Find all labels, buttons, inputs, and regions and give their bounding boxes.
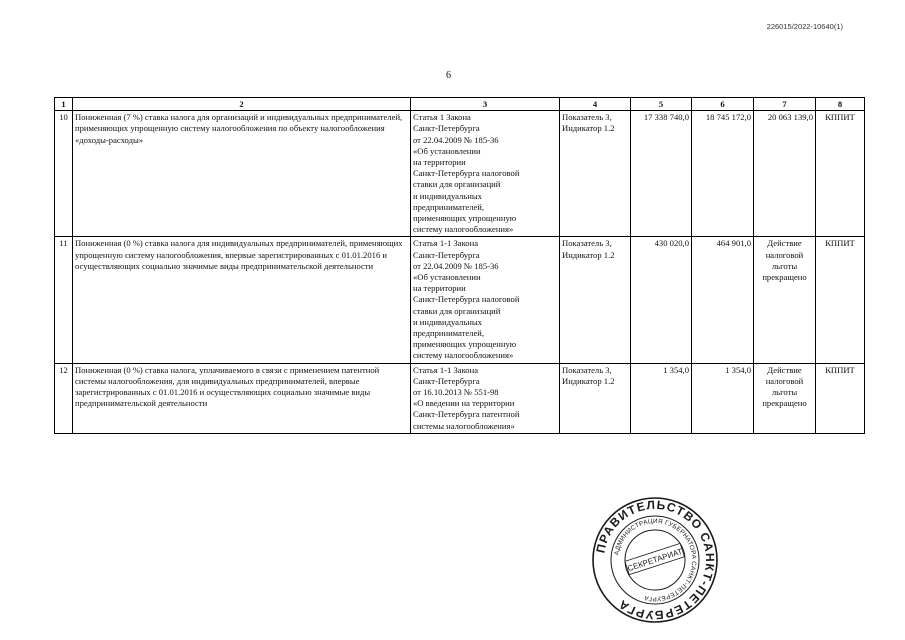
cell-line: Индикатор 1.2	[562, 375, 615, 386]
cell-line: применяющих упрощенную	[413, 213, 517, 224]
cell-forecast-1: 1 354,0	[631, 363, 692, 433]
cell-line: Санкт-Петербурга патентной	[413, 409, 520, 420]
cell-line: предпринимателей,	[413, 201, 485, 212]
table-row	[55, 363, 865, 433]
table-row	[55, 237, 865, 363]
cell-line: налоговой	[765, 249, 804, 260]
header-row	[55, 98, 865, 111]
cell-line: Санкт-Петербурга	[413, 123, 480, 134]
cell-line: Показатель 3,	[562, 112, 612, 123]
header-cell: 7	[754, 98, 816, 111]
header-cell: 2	[73, 98, 411, 111]
cell-line: систему налогообложения»	[413, 350, 514, 361]
cell-line: Действие	[767, 364, 802, 375]
cell-forecast-2: 18 745 172,0	[692, 111, 754, 237]
cell-description: Пониженная (0 %) ставка налога для индивидуальных предпринимателей, применяющих упрощенную систему налогообложения, впервые зарегистрированных с 01.01.2016 и осуществляющих социально значимые виды предпринимательской деятельности	[73, 237, 411, 363]
cell-line: льготы	[771, 260, 798, 271]
cell-forecast-1: 17 338 740,0	[631, 111, 692, 237]
cell-forecast-1: 430 020,0	[631, 237, 692, 363]
cell-line: системы налогообложения»	[413, 420, 515, 431]
tax-benefits-table	[54, 97, 865, 434]
cell-line: Показатель 3,	[562, 364, 612, 375]
cell-legal-basis	[411, 363, 560, 433]
cell-line: Санкт-Петербурга	[413, 249, 480, 260]
cell-line: ставки для организаций	[413, 179, 501, 190]
cell-forecast-2: 464 901,0	[692, 237, 754, 363]
cell-line: и индивидуальных	[413, 316, 482, 327]
seal-outer-text: ПРАВИТЕЛЬСТВО САНКТ-ПЕТЕРБУРГА	[593, 497, 718, 623]
cell-line: «О введении на территории	[413, 398, 515, 409]
header-cell: 3	[411, 98, 560, 111]
cell-indicator	[560, 111, 631, 237]
cell-description: Пониженная (7 %) ставка налога для организаций и индивидуальных предпринимателей, применяющих упрощенную систему налогообложения по объекту налогообложения «доходы-расходы»	[73, 111, 411, 237]
seal-center-text: СЕКРЕТАРИАТ	[626, 546, 684, 574]
cell-line: Действие	[767, 238, 802, 249]
cell-line: Санкт-Петербурга налоговой	[413, 168, 520, 179]
cell-forecast-3: 20 063 139,0	[754, 111, 816, 237]
cell-line: Статья 1 Закона	[413, 112, 471, 123]
cell-line: и индивидуальных	[413, 190, 482, 201]
header-cell: 5	[631, 98, 692, 111]
cell-line: применяющих упрощенную	[413, 339, 517, 350]
cell-line: налоговой	[765, 375, 804, 386]
cell-forecast-3	[754, 363, 816, 433]
cell-curator-code: КППИТ	[816, 111, 865, 237]
cell-line: «Об установлении	[413, 145, 481, 156]
cell-line: Индикатор 1.2	[562, 123, 615, 134]
header-cell: 4	[560, 98, 631, 111]
cell-line: Санкт-Петербурга налоговой	[413, 294, 520, 305]
cell-line: от 22.04.2009 № 185-36	[413, 260, 499, 271]
cell-row-number: 12	[55, 363, 73, 433]
cell-line: предпринимателей,	[413, 328, 485, 339]
cell-legal-basis	[411, 111, 560, 237]
cell-line: льготы	[771, 387, 798, 398]
header-cell: 6	[692, 98, 754, 111]
cell-legal-basis	[411, 237, 560, 363]
cell-row-number: 11	[55, 237, 73, 363]
seal-inner-text: АДМИНИСТРАЦИЯ ГУБЕРНАТОРА САНКТ-ПЕТЕРБУРГА	[613, 517, 698, 603]
official-seal	[590, 495, 720, 625]
cell-curator-code: КППИТ	[816, 363, 865, 433]
cell-line: Показатель 3,	[562, 238, 612, 249]
cell-forecast-3	[754, 237, 816, 363]
header-cell: 1	[55, 98, 73, 111]
cell-line: Индикатор 1.2	[562, 249, 615, 260]
cell-description: Пониженная (0 %) ставка налога, уплачиваемого в связи с применением патентной системы налогообложения, для индивидуальных предпринимателей, впервые зарегистрированных с 01.01.2016 и осуществляющих социально значимые виды предпринимательской деятельности	[73, 363, 411, 433]
cell-line: на территории	[413, 283, 466, 294]
cell-line: прекращено	[762, 272, 807, 283]
cell-indicator	[560, 363, 631, 433]
cell-row-number: 10	[55, 111, 73, 237]
table-row	[55, 111, 865, 237]
cell-line: на территории	[413, 157, 466, 168]
page-number: 6	[446, 70, 451, 81]
cell-forecast-2: 1 354,0	[692, 363, 754, 433]
document-id: 226015/2022-10640(1)	[766, 22, 843, 31]
cell-line: систему налогообложения»	[413, 224, 514, 235]
cell-line: ставки для организаций	[413, 305, 501, 316]
cell-line: Статья 1-1 Закона	[413, 364, 479, 375]
header-cell: 8	[816, 98, 865, 111]
cell-line: от 16.10.2013 № 551-98	[413, 387, 499, 398]
cell-indicator	[560, 237, 631, 363]
cell-line: Статья 1-1 Закона	[413, 238, 479, 249]
cell-line: от 22.04.2009 № 185-36	[413, 134, 499, 145]
cell-line: «Об установлении	[413, 272, 481, 283]
cell-curator-code: КППИТ	[816, 237, 865, 363]
cell-line: прекращено	[762, 398, 807, 409]
cell-line: Санкт-Петербурга	[413, 375, 480, 386]
